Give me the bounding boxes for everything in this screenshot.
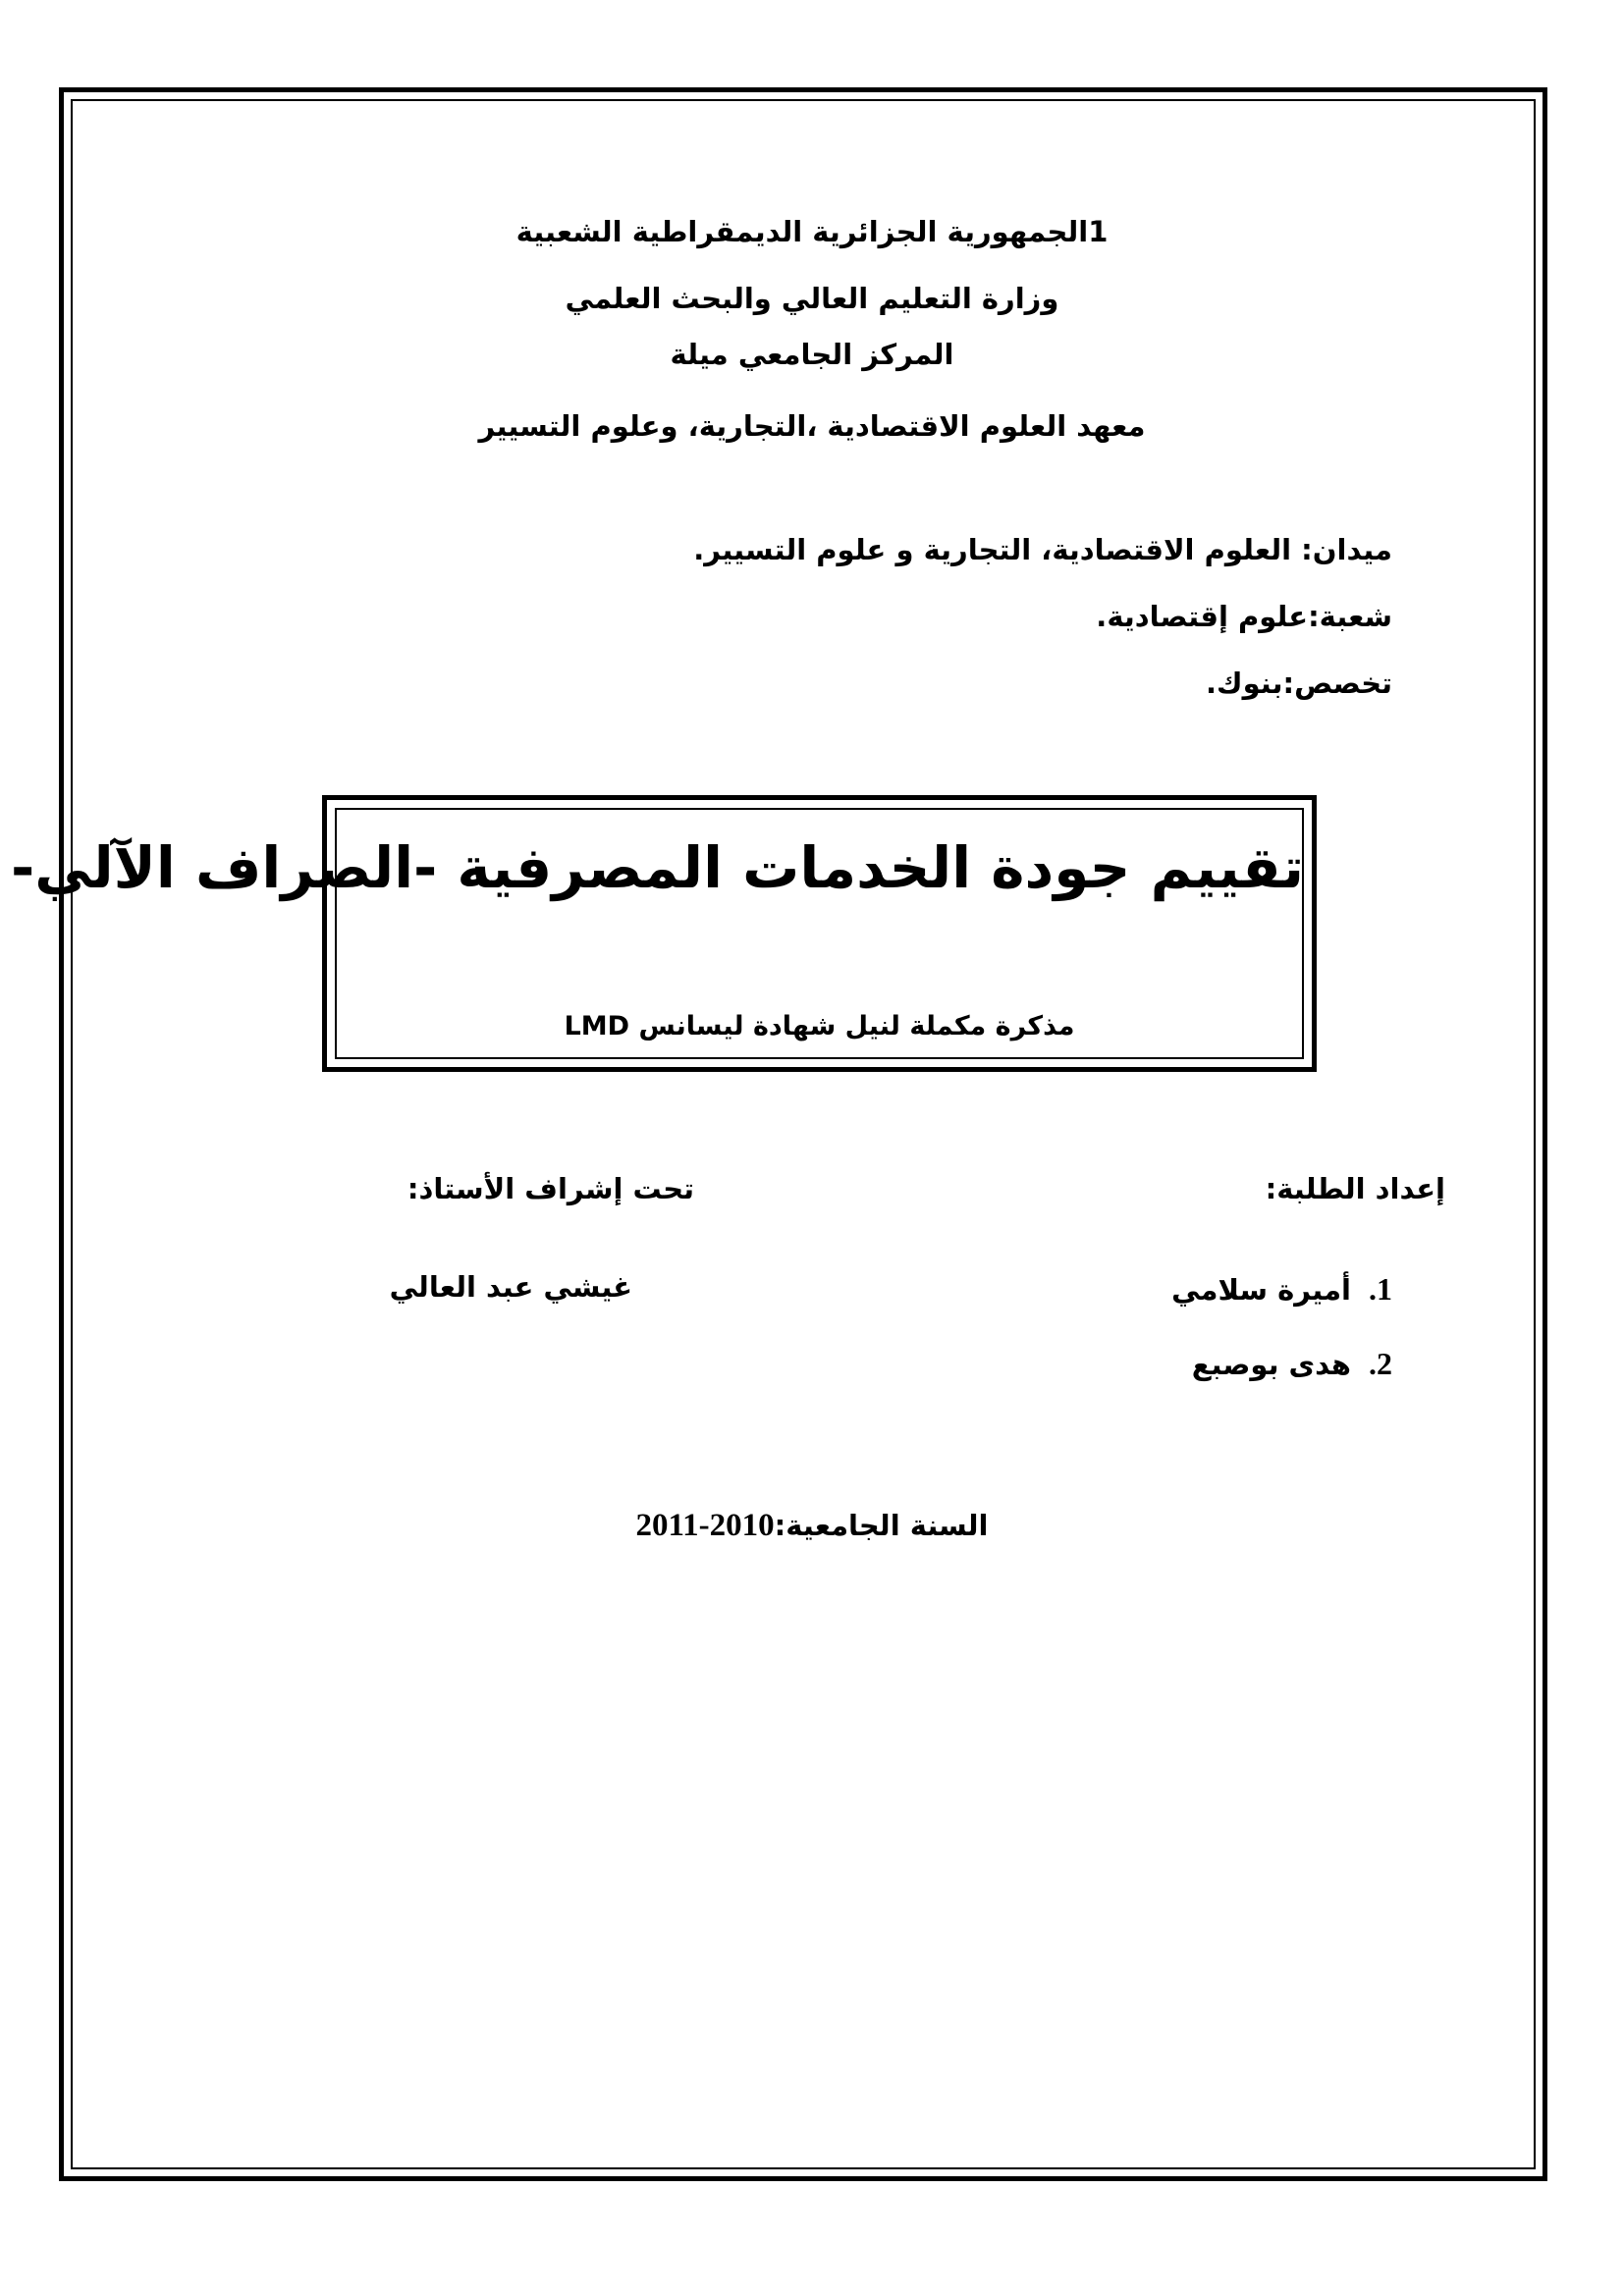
header-institute: معهد العلوم الاقتصادية ،التجارية، وعلوم التسيير	[478, 409, 1146, 443]
info-branch: شعبة:علوم إقتصادية.	[1096, 600, 1392, 633]
academic-year-label: السنة الجامعية:	[774, 1509, 989, 1542]
prepared-by-label: إعداد الطلبة:	[1265, 1172, 1445, 1205]
thesis-title: تقييم جودة الخدمات المصرفية -الصراف الآلي-	[11, 834, 1304, 901]
academic-year-value: 2010-2011	[635, 1508, 775, 1543]
student-item	[1192, 1348, 1392, 1379]
info-field: ميدان: العلوم الاقتصادية، التجارية و علوم التسيير.	[693, 533, 1392, 566]
header-ministry: وزارة التعليم العالي والبحث العلمي	[565, 282, 1059, 315]
header-center: المركز الجامعي ميلة	[670, 338, 954, 371]
supervision-label: تحت إشراف الأستاذ:	[406, 1172, 694, 1205]
student-number: 2.	[1369, 1346, 1392, 1381]
supervisor-name: غيشي عبد العالي	[389, 1270, 632, 1304]
student-name: أميرة سلامي	[1171, 1273, 1351, 1307]
info-specialty: تخصص:بنوك.	[1205, 667, 1392, 700]
thesis-subtitle: مذكرة مكملة لنيل شهادة ليسانس LMD	[564, 1011, 1075, 1041]
header-republic: 1الجمهورية الجزائرية الديمقراطية الشعبية	[515, 215, 1109, 248]
student-name: هدى بوصبع	[1191, 1348, 1351, 1381]
academic-year	[0, 1510, 1624, 1542]
student-number: 1.	[1369, 1271, 1392, 1307]
student-item	[1171, 1273, 1392, 1305]
